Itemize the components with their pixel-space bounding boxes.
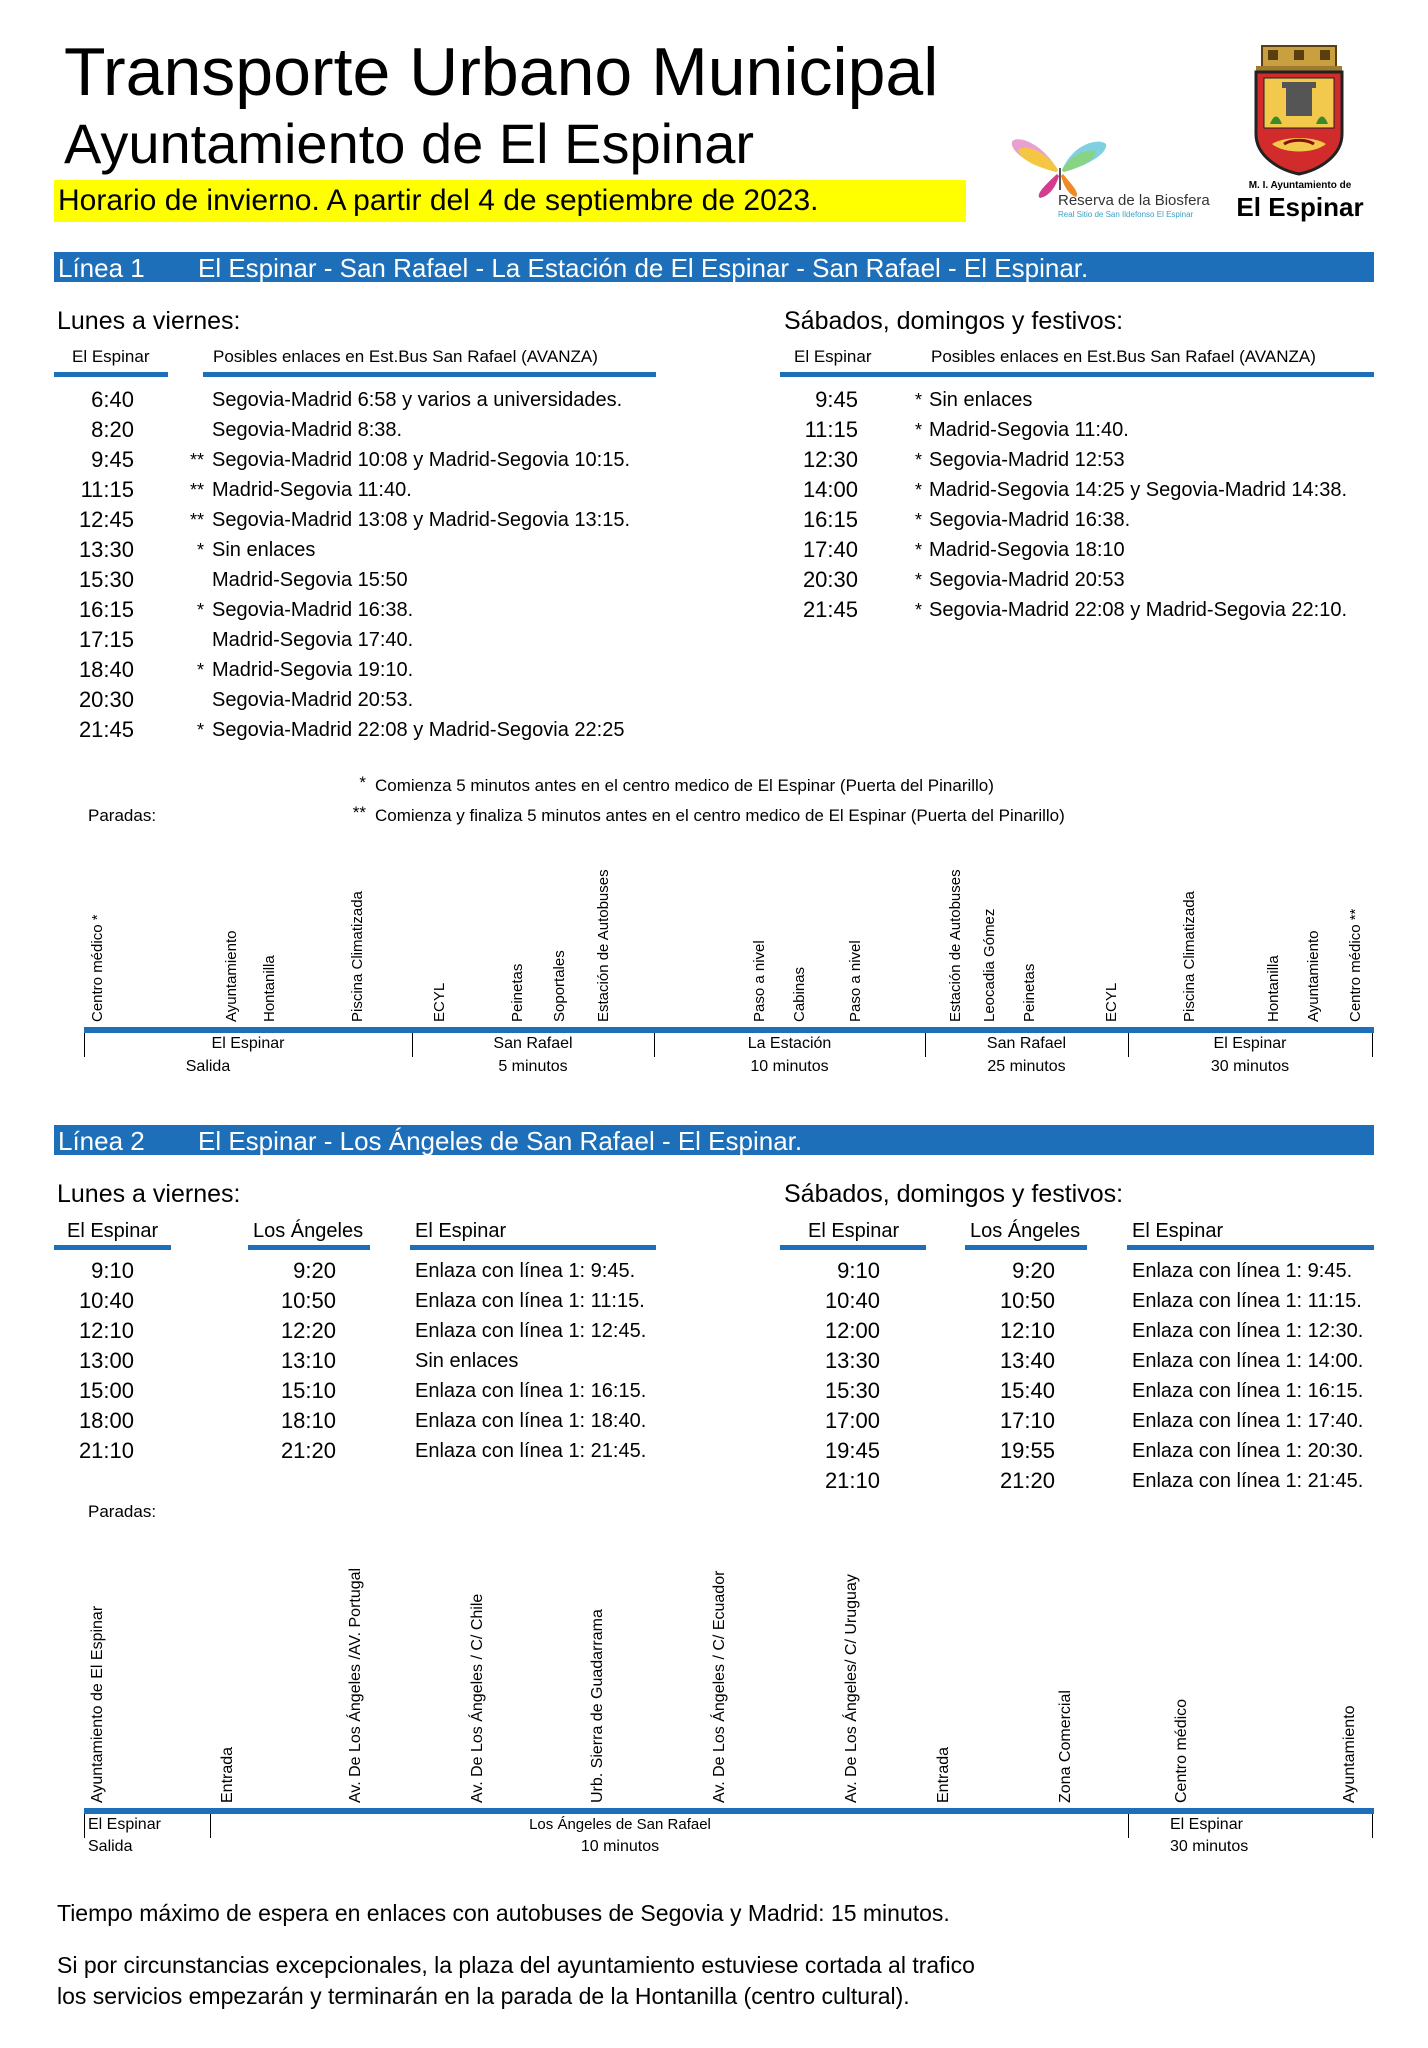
connection-text: Madrid-Segovia 11:40. bbox=[212, 479, 412, 501]
departure-time: 15:30 bbox=[78, 567, 134, 592]
departure-time: 15:30 bbox=[824, 1378, 880, 1403]
connection-mark: ** bbox=[189, 510, 204, 530]
departure-time: 15:00 bbox=[78, 1378, 134, 1403]
departure-time: 6:40 bbox=[91, 387, 134, 412]
note1: Comienza 5 minutos antes en el centro medico de El Espinar (Puerta del Pinarillo) bbox=[375, 776, 994, 795]
table-row bbox=[780, 1286, 1380, 1316]
connection-text: Segovia-Madrid 12:53 bbox=[929, 449, 1125, 471]
linea2-weekend-col3: El Espinar bbox=[1132, 1220, 1224, 1242]
departure-time: 12:00 bbox=[824, 1318, 880, 1343]
linea2-weekend-col2: Los Ángeles bbox=[970, 1220, 1081, 1242]
stop-label: Centro médico * bbox=[89, 914, 106, 1022]
connection-mark: * bbox=[914, 480, 922, 500]
stop-label: Urb. Sierra de Guadarrama bbox=[589, 1609, 606, 1803]
butterfly-icon bbox=[1010, 130, 1120, 200]
linea1-paradas-label: Paradas: bbox=[88, 806, 157, 825]
stop-label: Piscina Climatizada bbox=[349, 891, 366, 1022]
connection-text: Segovia-Madrid 20:53 bbox=[929, 569, 1125, 591]
departure-time: 12:45 bbox=[78, 507, 134, 532]
segment-time: 5 minutos bbox=[498, 1058, 568, 1075]
linea2-weekday-col2: Los Ángeles bbox=[253, 1220, 364, 1242]
stop-label: Entrada bbox=[219, 1746, 236, 1803]
connection-text: Segovia-Madrid 16:38. bbox=[929, 509, 1131, 531]
underline bbox=[248, 1245, 370, 1250]
stop-label: Soportales bbox=[551, 950, 568, 1022]
table-row bbox=[54, 505, 674, 535]
segment-name: Los Ángeles de San Rafael bbox=[529, 1816, 711, 1833]
connection-text: Enlaza con línea 1: 17:40. bbox=[1132, 1410, 1364, 1432]
linea1-label: Línea 1 bbox=[58, 253, 145, 283]
linea2-label: Línea 2 bbox=[58, 1126, 145, 1156]
stop-label: Leocadia Gómez bbox=[981, 908, 998, 1022]
note2: Comienza y finaliza 5 minutos antes en el centro medico de El Espinar (Puerta del Pinarillo) bbox=[375, 806, 1065, 825]
los-angeles-time: 9:20 bbox=[1012, 1258, 1055, 1283]
table-row bbox=[54, 1256, 654, 1286]
stop-label: Centro médico ** bbox=[1347, 908, 1364, 1022]
connection-text: Sin enlaces bbox=[212, 539, 316, 561]
linea2-weekday-col1: El Espinar bbox=[67, 1220, 159, 1242]
stop-label: Av. De Los Ángeles /AV. Portugal bbox=[347, 1567, 364, 1803]
stop-label: Peinetas bbox=[1021, 963, 1038, 1022]
los-angeles-time: 13:40 bbox=[999, 1348, 1055, 1373]
connection-text: Enlaza con línea 1: 18:40. bbox=[415, 1410, 647, 1432]
table-row bbox=[54, 475, 674, 505]
segment-time: 30 minutos bbox=[1210, 1058, 1290, 1075]
departure-time: 21:10 bbox=[824, 1468, 880, 1493]
linea2-weekend-heading: Sábados, domingos y festivos: bbox=[784, 1180, 1124, 1208]
departure-time: 13:00 bbox=[78, 1348, 134, 1373]
table-row bbox=[54, 1376, 654, 1406]
connection-text: Enlaza con línea 1: 9:45. bbox=[1132, 1260, 1353, 1282]
stop-label: Peinetas bbox=[509, 963, 526, 1022]
table-row bbox=[780, 1316, 1380, 1346]
reserva-biosfera-subtext: Real Sitio de San Ildefonso El Espinar bbox=[1058, 210, 1194, 219]
segment-name: El Espinar bbox=[1170, 1816, 1243, 1833]
table-row bbox=[780, 595, 1400, 625]
table-row bbox=[780, 385, 1400, 415]
connection-text: Sin enlaces bbox=[929, 389, 1033, 411]
connection-text: Madrid-Segovia 14:25 y Segovia-Madrid 14:38. bbox=[929, 479, 1348, 501]
los-angeles-time: 19:55 bbox=[999, 1438, 1055, 1463]
departure-time: 12:10 bbox=[78, 1318, 134, 1343]
segment-name: San Rafael bbox=[493, 1035, 573, 1052]
table-row bbox=[780, 475, 1400, 505]
connection-text: Enlaza con línea 1: 14:00. bbox=[1132, 1350, 1364, 1372]
connection-text: Enlaza con línea 1: 21:45. bbox=[415, 1440, 647, 1462]
connection-text: Segovia-Madrid 16:38. bbox=[212, 599, 414, 621]
table-row bbox=[780, 1466, 1380, 1496]
departure-time: 8:20 bbox=[91, 417, 134, 442]
departure-time: 21:10 bbox=[78, 1438, 134, 1463]
los-angeles-time: 17:10 bbox=[999, 1408, 1055, 1433]
table-row bbox=[780, 1436, 1380, 1466]
segment-time: 30 minutos bbox=[1170, 1838, 1249, 1855]
connection-mark: * bbox=[196, 660, 204, 680]
los-angeles-time: 10:50 bbox=[280, 1288, 336, 1313]
connection-text: Sin enlaces bbox=[415, 1350, 519, 1372]
table-row bbox=[780, 1406, 1380, 1436]
linea2-weekday-heading: Lunes a viernes: bbox=[57, 1180, 241, 1208]
segment-name: El Espinar bbox=[1213, 1035, 1287, 1052]
connection-mark: * bbox=[196, 540, 204, 560]
connection-text: Segovia-Madrid 6:58 y varios a universidades. bbox=[212, 389, 623, 411]
schedule-validity: Horario de invierno. A partir del 4 de septiembre de 2023. bbox=[58, 184, 819, 217]
linea1-weekday-col1: El Espinar bbox=[72, 347, 150, 366]
departure-time: 21:45 bbox=[78, 717, 134, 742]
los-angeles-time: 18:10 bbox=[280, 1408, 336, 1433]
note2-mark: ** bbox=[352, 803, 366, 822]
los-angeles-time: 10:50 bbox=[999, 1288, 1055, 1313]
segment-time: Salida bbox=[185, 1058, 231, 1075]
departure-time: 20:30 bbox=[78, 687, 134, 712]
los-angeles-time: 12:20 bbox=[280, 1318, 336, 1343]
page-subtitle: Ayuntamiento de El Espinar bbox=[64, 112, 755, 175]
connection-mark: ** bbox=[189, 450, 204, 470]
connection-text: Madrid-Segovia 17:40. bbox=[212, 629, 414, 651]
linea1-bar bbox=[54, 252, 1374, 282]
stop-label: Av. De Los Ángeles / C/ Chile bbox=[469, 1593, 486, 1803]
departure-time: 9:45 bbox=[91, 447, 134, 472]
departure-time: 12:30 bbox=[802, 447, 858, 472]
departure-time: 19:45 bbox=[824, 1438, 880, 1463]
linea1-route: El Espinar - San Rafael - La Estación de El Espinar - San Rafael - El Espinar. bbox=[198, 253, 1089, 283]
stop-label: Ayuntamiento bbox=[223, 930, 240, 1022]
table-row bbox=[54, 1406, 654, 1436]
reserva-biosfera-text: Reserva de la Biosfera bbox=[1058, 192, 1210, 209]
table-row bbox=[54, 415, 674, 445]
los-angeles-time: 21:20 bbox=[999, 1468, 1055, 1493]
stop-label: Entrada bbox=[935, 1746, 952, 1803]
departure-time: 11:15 bbox=[804, 417, 858, 442]
table-row bbox=[54, 685, 674, 715]
stop-label: Av. De Los Ángeles / C/ Ecuador bbox=[711, 1570, 728, 1803]
table-row bbox=[780, 1256, 1380, 1286]
connection-mark: * bbox=[914, 390, 922, 410]
stop-label: ECYL bbox=[1103, 982, 1120, 1022]
table-row bbox=[54, 655, 674, 685]
connection-text: Madrid-Segovia 19:10. bbox=[212, 659, 414, 681]
ayuntamiento-name: El Espinar bbox=[1236, 192, 1364, 222]
table-row bbox=[54, 445, 674, 475]
departure-time: 20:30 bbox=[802, 567, 858, 592]
departure-time: 9:10 bbox=[91, 1258, 134, 1283]
connection-text: Madrid-Segovia 15:50 bbox=[212, 569, 408, 591]
connection-text: Segovia-Madrid 22:08 y Madrid-Segovia 22:10. bbox=[929, 599, 1348, 621]
los-angeles-time: 13:10 bbox=[280, 1348, 336, 1373]
connection-text: Enlaza con línea 1: 16:15. bbox=[1132, 1380, 1364, 1402]
stop-label: Centro médico bbox=[1173, 1698, 1190, 1803]
connection-mark: * bbox=[914, 450, 922, 470]
table-row bbox=[780, 415, 1400, 445]
connection-text: Enlaza con línea 1: 12:45. bbox=[415, 1320, 647, 1342]
table-row bbox=[54, 595, 674, 625]
table-row bbox=[54, 535, 674, 565]
linea1-weekend-col2: Posibles enlaces en Est.Bus San Rafael (AVANZA) bbox=[931, 347, 1316, 366]
connection-text: Enlaza con línea 1: 16:15. bbox=[415, 1380, 647, 1402]
reserva-biosfera-logo bbox=[1010, 130, 1210, 219]
los-angeles-time: 9:20 bbox=[293, 1258, 336, 1283]
departure-time: 9:45 bbox=[815, 387, 858, 412]
departure-time: 11:15 bbox=[80, 477, 134, 502]
table-row bbox=[54, 385, 674, 415]
stop-label: Estación de Autobuses bbox=[947, 869, 964, 1022]
segment-divider bbox=[1372, 1814, 1373, 1838]
underline bbox=[780, 1245, 926, 1250]
connection-mark: * bbox=[914, 510, 922, 530]
table-row bbox=[54, 565, 674, 595]
connection-mark: * bbox=[196, 720, 204, 740]
connection-text: Enlaza con línea 1: 21:45. bbox=[1132, 1470, 1364, 1492]
segment-time: 10 minutos bbox=[750, 1058, 829, 1075]
los-angeles-time: 12:10 bbox=[999, 1318, 1055, 1343]
connection-text: Enlaza con línea 1: 12:30. bbox=[1132, 1320, 1364, 1342]
stop-label: Paso a nivel bbox=[751, 940, 768, 1022]
connection-text: Enlaza con línea 1: 9:45. bbox=[415, 1260, 636, 1282]
linea1-weekend-heading: Sábados, domingos y festivos: bbox=[784, 307, 1124, 335]
ayuntamiento-label: M. I. Ayuntamiento de bbox=[1248, 180, 1352, 191]
departure-time: 13:30 bbox=[824, 1348, 880, 1373]
departure-time: 10:40 bbox=[824, 1288, 880, 1313]
footer-wait-note: Tiempo máximo de espera en enlaces con autobuses de Segovia y Madrid: 15 minutos. bbox=[57, 1900, 950, 1926]
underline bbox=[780, 372, 926, 377]
stop-label: ECYL bbox=[431, 982, 448, 1022]
table-row bbox=[780, 1376, 1380, 1406]
segment-time: Salida bbox=[88, 1838, 133, 1855]
los-angeles-time: 15:10 bbox=[280, 1378, 336, 1403]
connection-text: Enlaza con línea 1: 11:15. bbox=[415, 1290, 645, 1312]
table-row bbox=[780, 535, 1400, 565]
underline bbox=[54, 1245, 171, 1250]
departure-time: 16:15 bbox=[802, 507, 858, 532]
departure-time: 18:00 bbox=[78, 1408, 134, 1433]
connection-mark: * bbox=[914, 540, 922, 560]
table-row bbox=[54, 1316, 654, 1346]
stop-label: Av. De Los Ángeles/ C/ Uruguay bbox=[843, 1574, 860, 1803]
stop-label: Ayuntamiento de El Espinar bbox=[89, 1605, 106, 1803]
table-row bbox=[780, 505, 1400, 535]
linea2-route: El Espinar - Los Ángeles de San Rafael - El Espinar. bbox=[198, 1126, 803, 1156]
stop-label: Piscina Climatizada bbox=[1181, 891, 1198, 1022]
connection-text: Segovia-Madrid 8:38. bbox=[212, 419, 403, 441]
linea1-weekend-col1: El Espinar bbox=[794, 347, 872, 366]
stop-label: Estación de Autobuses bbox=[595, 869, 612, 1022]
underline bbox=[965, 1245, 1087, 1250]
stop-label: Zona Comercial bbox=[1057, 1690, 1074, 1803]
departure-time: 14:00 bbox=[802, 477, 858, 502]
page-title: Transporte Urbano Municipal bbox=[64, 34, 939, 110]
underline bbox=[922, 372, 1374, 377]
departure-time: 16:15 bbox=[78, 597, 134, 622]
connection-text: Madrid-Segovia 18:10 bbox=[929, 539, 1125, 561]
stop-label: Paso a nivel bbox=[847, 940, 864, 1022]
segment-divider bbox=[1372, 1033, 1373, 1057]
table-row bbox=[54, 1436, 654, 1466]
coat-of-arms-icon bbox=[1244, 44, 1354, 176]
table-row bbox=[780, 445, 1400, 475]
los-angeles-time: 21:20 bbox=[280, 1438, 336, 1463]
linea2-bar bbox=[54, 1125, 1374, 1155]
departure-time: 17:00 bbox=[824, 1408, 880, 1433]
stop-label: Ayuntamiento bbox=[1341, 1705, 1358, 1803]
connection-text: Segovia-Madrid 10:08 y Madrid-Segovia 10:15. bbox=[212, 449, 631, 471]
connection-mark: ** bbox=[189, 480, 204, 500]
table-row bbox=[54, 715, 674, 745]
stop-label: Ayuntamiento bbox=[1305, 930, 1322, 1022]
table-row bbox=[54, 625, 674, 655]
stop-label: Hontanilla bbox=[261, 955, 278, 1022]
segment-divider bbox=[210, 1814, 211, 1838]
connection-text: Segovia-Madrid 22:08 y Madrid-Segovia 22:25 bbox=[212, 719, 625, 741]
segment-name: El Espinar bbox=[211, 1035, 285, 1052]
connection-mark: * bbox=[196, 600, 204, 620]
connection-mark: * bbox=[914, 600, 922, 620]
departure-time: 13:30 bbox=[78, 537, 134, 562]
connection-text: Enlaza con línea 1: 20:30. bbox=[1132, 1440, 1364, 1462]
departure-time: 21:45 bbox=[802, 597, 858, 622]
segment-time: 10 minutos bbox=[580, 1838, 660, 1855]
linea2-weekend-col1: El Espinar bbox=[808, 1220, 900, 1242]
departure-time: 17:40 bbox=[802, 537, 858, 562]
connection-mark: * bbox=[914, 420, 922, 440]
segment-name: El Espinar bbox=[88, 1816, 161, 1833]
departure-time: 9:10 bbox=[837, 1258, 880, 1283]
connection-text: Segovia-Madrid 13:08 y Madrid-Segovia 13:15. bbox=[212, 509, 631, 531]
segment-name: La Estación bbox=[747, 1035, 832, 1052]
segment-divider bbox=[1128, 1814, 1129, 1838]
table-row bbox=[54, 1286, 654, 1316]
connection-text: Enlaza con línea 1: 11:15. bbox=[1132, 1290, 1362, 1312]
linea2-paradas-label: Paradas: bbox=[88, 1502, 157, 1521]
connection-text: Segovia-Madrid 20:53. bbox=[212, 689, 414, 711]
footer-exception-note-1: Si por circunstancias excepcionales, la plaza del ayuntamiento estuviese cortada al trafico bbox=[57, 1952, 975, 1978]
table-row bbox=[780, 565, 1400, 595]
table-row bbox=[54, 1346, 654, 1376]
segment-time: 25 minutos bbox=[987, 1058, 1066, 1075]
coat-of-arms-logo bbox=[1236, 44, 1364, 222]
connection-text: Madrid-Segovia 11:40. bbox=[929, 419, 1129, 441]
departure-time: 18:40 bbox=[78, 657, 134, 682]
segment-name: San Rafael bbox=[986, 1035, 1067, 1052]
note1-mark: * bbox=[359, 773, 366, 792]
stop-label: Cabinas bbox=[791, 966, 808, 1022]
connection-mark: * bbox=[914, 570, 922, 590]
departure-time: 17:15 bbox=[78, 627, 134, 652]
table-row bbox=[780, 1346, 1380, 1376]
linea1-weekday-col2: Posibles enlaces en Est.Bus San Rafael (AVANZA) bbox=[213, 347, 598, 366]
underline bbox=[1127, 1245, 1374, 1250]
footer-exception-note-2: los servicios empezarán y terminarán en la parada de la Hontanilla (centro cultural). bbox=[57, 1983, 910, 2009]
underline bbox=[410, 1245, 656, 1250]
departure-time: 10:40 bbox=[78, 1288, 134, 1313]
stop-label: Hontanilla bbox=[1265, 955, 1282, 1022]
linea2-weekday-col3: El Espinar bbox=[415, 1220, 507, 1242]
los-angeles-time: 15:40 bbox=[999, 1378, 1055, 1403]
linea1-weekday-heading: Lunes a viernes: bbox=[57, 307, 241, 335]
underline bbox=[54, 372, 168, 377]
underline bbox=[203, 372, 656, 377]
segment-divider bbox=[84, 1814, 85, 1838]
